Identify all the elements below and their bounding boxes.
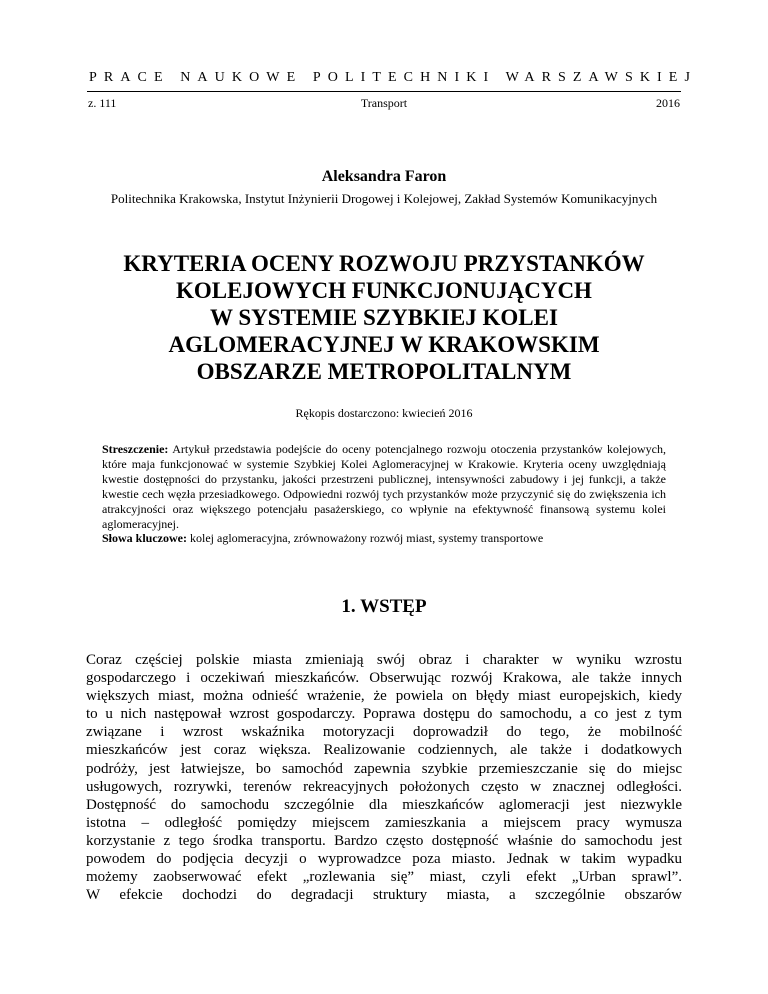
header-rule xyxy=(87,91,681,92)
keywords-text: kolej aglomeracyjna, zrównoważony rozwój miast, systemy transportowe xyxy=(190,531,544,546)
author-affiliation: Politechnika Krakowska, Instytut Inżynierii Drogowej i Kolejowej, Zakład Systemów Komunikacyjnych xyxy=(110,191,658,206)
body-line: podróży, jest łatwiejsze, bo samochód zapewnia szybkie przemieszczanie się do miejsc xyxy=(86,760,682,777)
journal-name: PRACE NAUKOWE POLITECHNIKI WARSZAWSKIEJ xyxy=(89,70,698,85)
section-heading: 1. WSTĘP xyxy=(341,596,427,617)
title-line: OBSZARZE METROPOLITALNYM xyxy=(196,359,572,384)
paper-title xyxy=(100,250,668,385)
body-line: większych miast, można odnieść wrażenie, że powiela on błędy miast europejskich, kiedy xyxy=(86,688,682,705)
body-line: W efekcie dochodzi do degradacji struktury miasta, a szczególnie obszarów xyxy=(86,887,682,904)
received-date: Rękopis dostarczono: kwiecień 2016 xyxy=(295,406,473,420)
body-line: związane i wzrost wskaźnika motoryzacji doprowadził do tego, że mobilność xyxy=(86,724,682,741)
title-line: KRYTERIA OCENY ROZWOJU PRZYSTANKÓW xyxy=(123,251,645,276)
title-line: W SYSTEMIE SZYBKIEJ KOLEI xyxy=(210,305,558,330)
body-line: możemy zaobserwować efekt „rozlewania się” miast, czyli efekt „Urban sprawl”. xyxy=(86,869,682,886)
body-line: Coraz częściej polskie miasta zmieniają swój obraz i charakter w wyniku wzrostu xyxy=(86,652,682,668)
body-paragraph xyxy=(86,651,682,904)
series-name: Transport xyxy=(360,96,408,110)
abstract-label: Streszczenie: xyxy=(102,442,169,456)
body-line: korzystanie z tego środka transportu. Bardzo często dostępność właśnie do samochodu jest xyxy=(86,832,682,849)
body-line: mieszkańców jest coraz większa. Realizowanie codziennych, ale także i dodatkowych xyxy=(86,742,682,759)
abstract-paragraph xyxy=(102,442,666,531)
issue-number: z. 111 xyxy=(88,96,117,110)
body-line: to u nich następował wzrost gospodarczy. Poprawa dostępu do samochodu, a co jest z tym xyxy=(86,706,682,723)
title-line: KOLEJOWYCH FUNKCJONUJĄCYCH xyxy=(176,278,592,303)
body-line: Dostępność do samochodu szczególnie dla mieszkańców aglomeracji jest niezwykle xyxy=(86,796,682,813)
keywords-label: Słowa kluczowe: xyxy=(102,531,187,546)
abstract-text: Artykuł przedstawia podejście do oceny potencjalnego rozwoju otoczenia przystanków kolejowych, które maja funkcjonować w systemie Szybkiej Kolei Aglomeracyjnej w Krakowie. Kryteria oceny uwzględniają kwestie dostępności do przystanku, jakości przestrzeni publicznej, intensywności zabudowy i jej funkcji, a także kwestie cech węzła przesiadkowego. Odpowiedni rozwój tych przystanków może przyczynić się do zwiększenia ich atrakcyjności oraz większego potencjału pasażerskiego, co wpłynie na efektywność finansową systemu kolei aglomeracyjnej. xyxy=(102,442,666,531)
keywords-paragraph xyxy=(102,531,666,546)
author-name: Aleksandra Faron xyxy=(321,168,447,185)
body-line: istotna – odległość pomiędzy miejscem zamieszkania a miejscem pracy wymusza xyxy=(86,814,682,831)
publication-year: 2016 xyxy=(656,96,680,110)
body-line: usługowych, rozrywki, terenów rekreacyjnych położonych często w znacznej odległości. xyxy=(86,778,682,795)
body-line: gospodarczego i oczekiwań mieszkańców. Obserwując rozwój Krakowa, ale także innych xyxy=(86,670,682,687)
title-line: AGLOMERACYJNEJ W KRAKOWSKIM xyxy=(168,332,600,357)
body-line: powodem do podjęcia decyzji o wyprowadzce poza miasto. Jednak w takim wypadku xyxy=(86,851,682,868)
abstract xyxy=(102,442,666,546)
